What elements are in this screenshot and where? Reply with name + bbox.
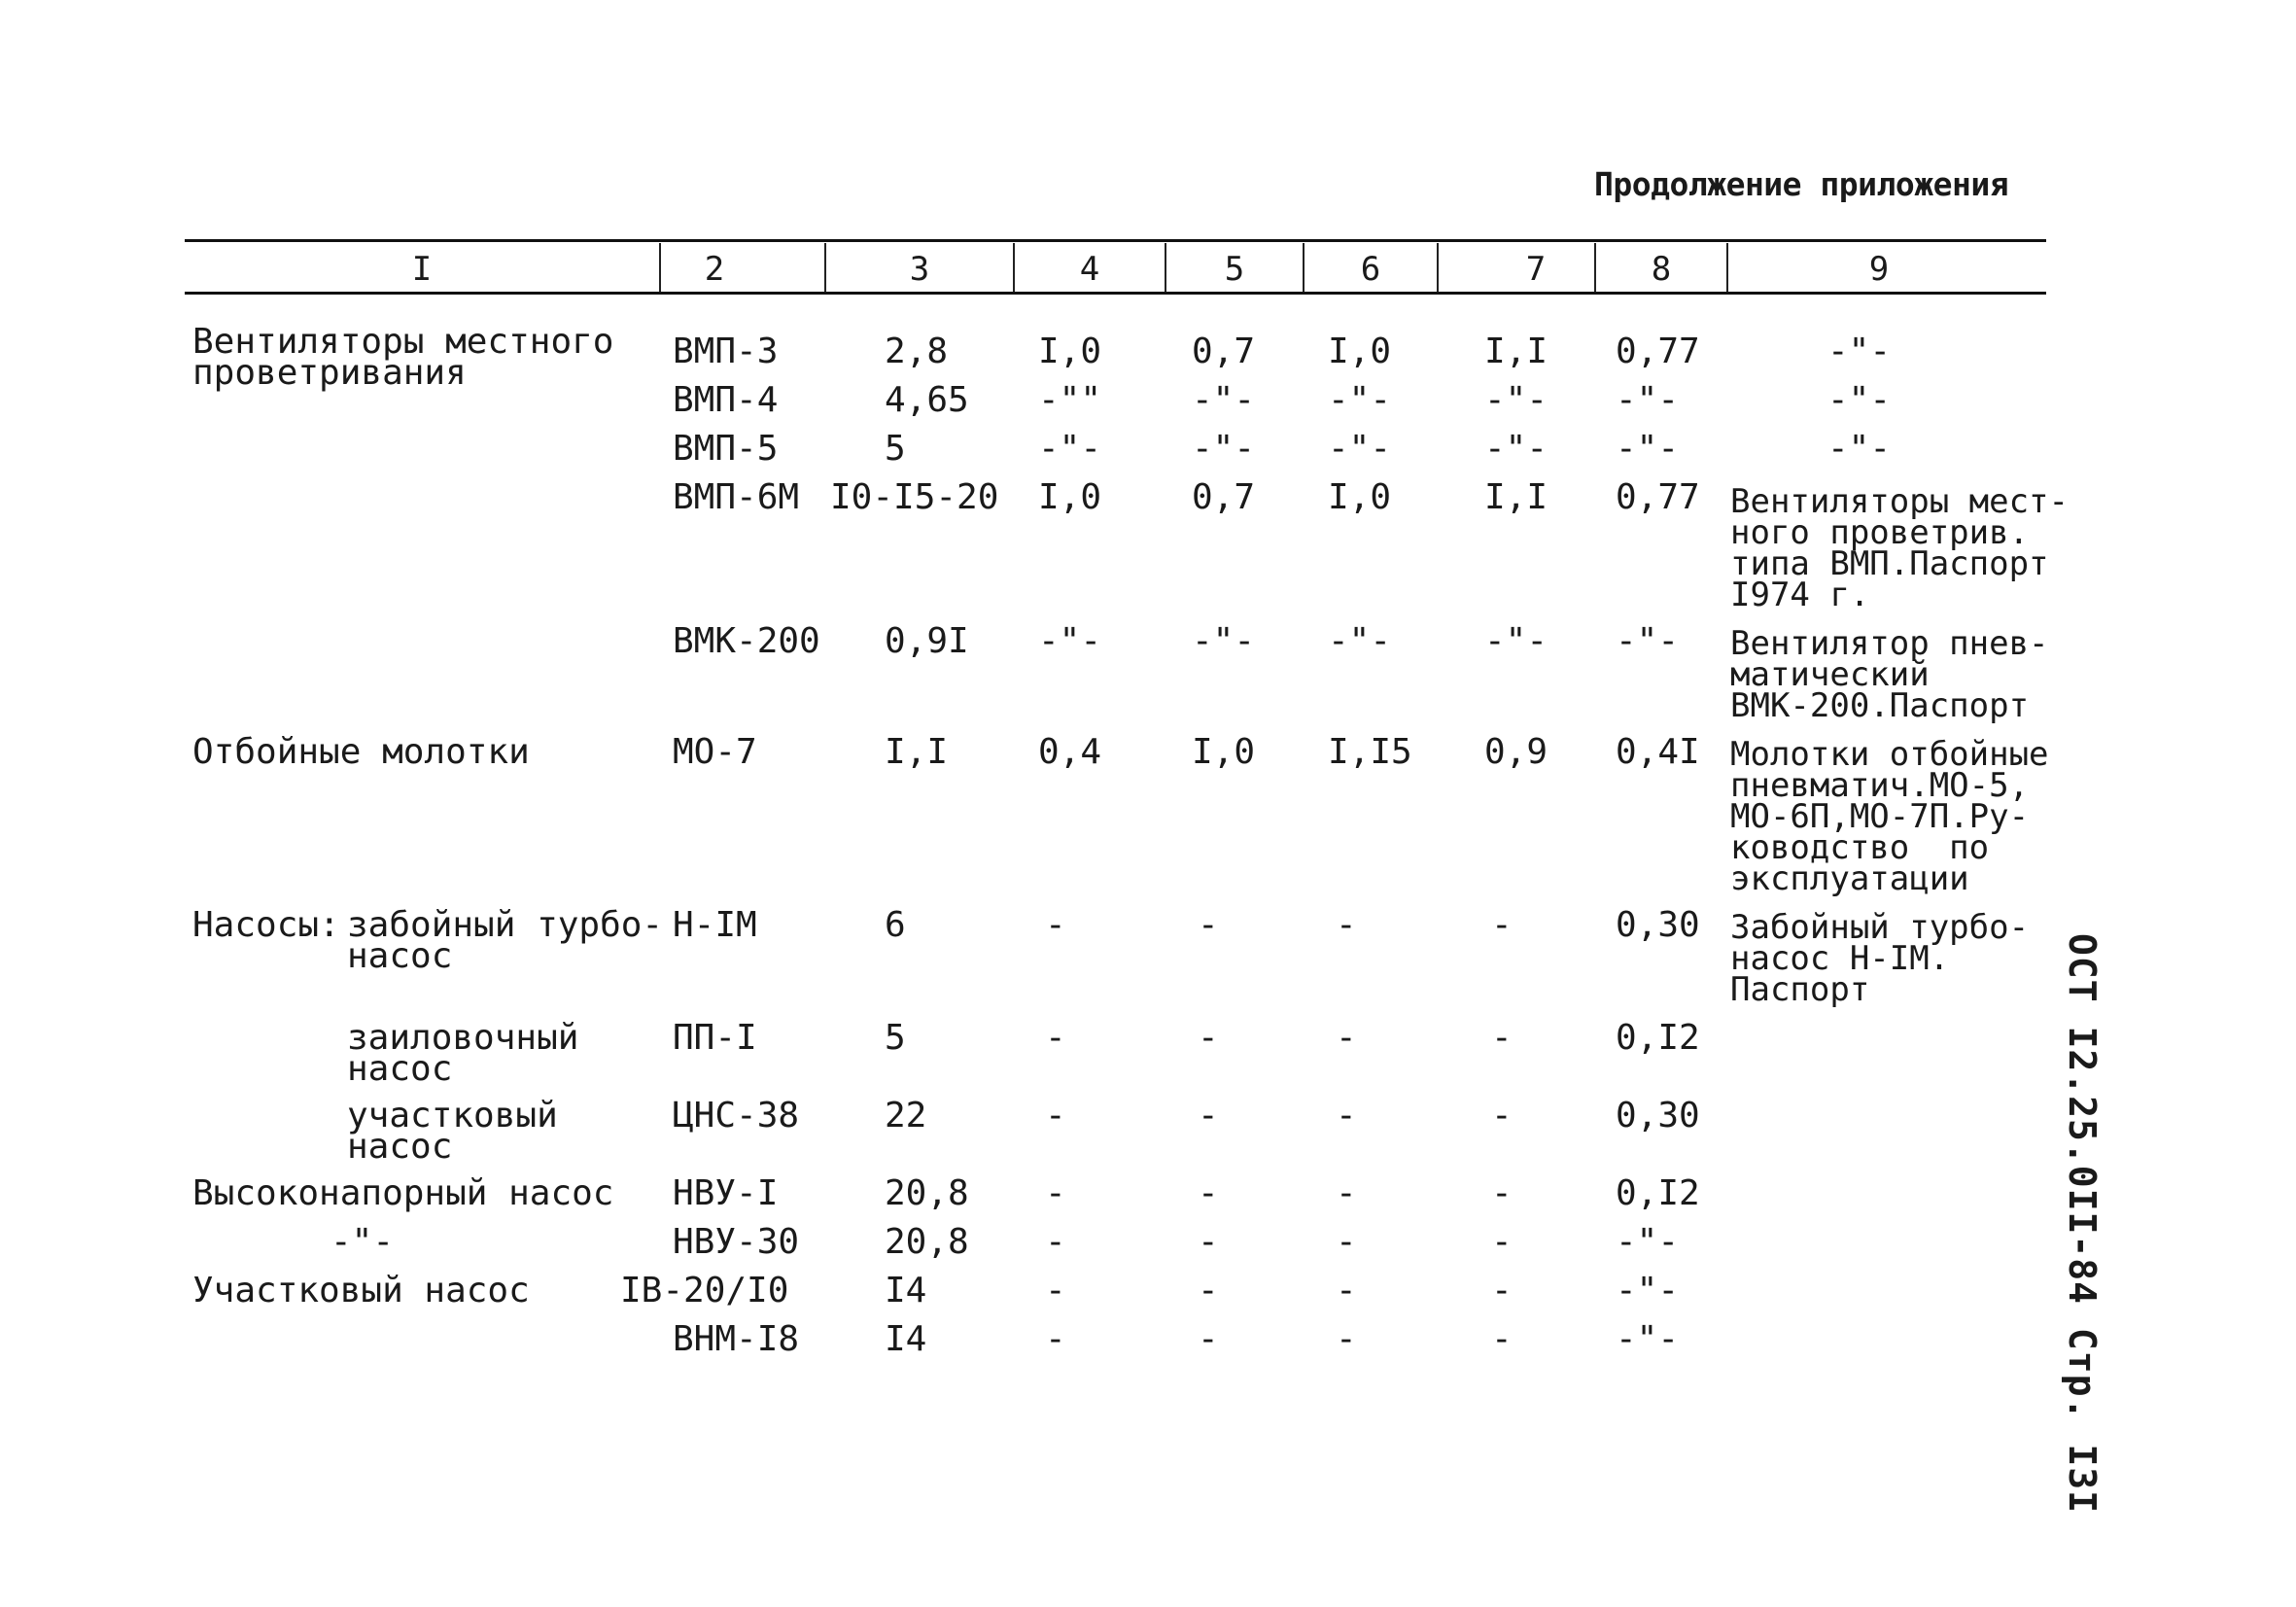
row-0-col8: 0,77: [1616, 332, 1700, 371]
row-10-col7: -: [1491, 1222, 1513, 1262]
row-5-model: МО-7: [673, 732, 757, 772]
row-9-col5: -: [1198, 1173, 1219, 1213]
row-12-model: ВНМ-I8: [673, 1319, 800, 1359]
row-11-col8: -"-: [1616, 1271, 1680, 1310]
row-9-col7: -: [1491, 1173, 1513, 1213]
row-3-col8: 0,77: [1616, 477, 1700, 517]
row-9-col8: 0,I2: [1616, 1173, 1700, 1213]
row-9-col3: 20,8: [885, 1173, 969, 1213]
row-7-col7: -: [1491, 1018, 1513, 1058]
row-4-col8: -"-: [1616, 621, 1680, 661]
row-11-col4: -: [1045, 1271, 1066, 1310]
column-header-8: 8: [1651, 250, 1672, 289]
row-6-note: Забойный турбо- насос Н-IМ. Паспорт: [1730, 908, 2030, 1009]
row-11-col5: -: [1198, 1271, 1219, 1310]
row-3-col6: I,0: [1328, 477, 1392, 517]
row-9-name: Высоконапорный насос: [192, 1173, 614, 1213]
row-11-col6: -: [1336, 1271, 1357, 1310]
row-10-name: -"-: [330, 1222, 395, 1262]
row-5-note: Молотки отбойные пневматич.МО-5, МО-6П,МО-7П.Ру- ководство по эксплуатации: [1730, 735, 2049, 898]
row-11-col3: I4: [885, 1271, 927, 1310]
row-0-col4: I,0: [1038, 332, 1102, 371]
row-3-col7: I,I: [1484, 477, 1548, 517]
row-10-col6: -: [1336, 1222, 1357, 1262]
row-7-col4: -: [1045, 1018, 1066, 1058]
row-5-name: Отбойные молотки: [192, 732, 530, 772]
row-5-col5: I,0: [1192, 732, 1256, 772]
row-1-col5: -"-: [1192, 380, 1256, 420]
row-4-model: ВМК-200: [673, 621, 820, 661]
row-7-col6: -: [1336, 1018, 1357, 1058]
row-4-note: Вентилятор пнев- матический ВМК-200.Паспорт: [1730, 624, 2049, 725]
column-header-5: 5: [1224, 250, 1245, 289]
row-6-col4: -: [1045, 905, 1066, 945]
row-2-col5: -"-: [1192, 429, 1256, 469]
row-4-col5: -"-: [1192, 621, 1256, 661]
row-6-col5: -: [1198, 905, 1219, 945]
row-6-prefix: Насосы:: [192, 905, 340, 945]
row-7-name: заиловочный насос: [347, 1018, 579, 1089]
row-12-col5: -: [1198, 1319, 1219, 1359]
row-3-col3: I0-I5-20: [830, 477, 999, 517]
row-6-col3: 6: [885, 905, 906, 945]
row-1-col9: -"-: [1827, 380, 1892, 420]
row-2-col7: -"-: [1484, 429, 1548, 469]
row-0-name: Вентиляторы местного проветривания: [192, 322, 614, 393]
row-10-col3: 20,8: [885, 1222, 969, 1262]
row-12-col8: -"-: [1616, 1319, 1680, 1359]
row-2-col8: -"-: [1616, 429, 1680, 469]
row-6-model: Н-IМ: [673, 905, 757, 945]
row-8-model: ЦНС-38: [673, 1096, 800, 1135]
row-2-model: ВМП-5: [673, 429, 779, 469]
row-9-col4: -: [1045, 1173, 1066, 1213]
row-6-col7: -: [1491, 905, 1513, 945]
column-header-7: 7: [1525, 250, 1547, 289]
row-8-col3: 22: [885, 1096, 927, 1135]
row-5-col4: 0,4: [1038, 732, 1102, 772]
row-2-col4: -"-: [1038, 429, 1102, 469]
row-7-col3: 5: [885, 1018, 906, 1058]
row-1-col8: -"-: [1616, 380, 1680, 420]
row-4-col4: -"-: [1038, 621, 1102, 661]
column-header-1: I: [411, 250, 433, 289]
row-7-col5: -: [1198, 1018, 1219, 1058]
row-10-col5: -: [1198, 1222, 1219, 1262]
column-header-3: 3: [909, 250, 930, 289]
row-2-col6: -"-: [1328, 429, 1392, 469]
column-header-2: 2: [704, 250, 725, 289]
row-8-name: участковый насос: [347, 1096, 558, 1167]
row-11-model: IВ-20/I0: [620, 1271, 789, 1310]
row-1-col7: -"-: [1484, 380, 1548, 420]
row-2-col3: 5: [885, 429, 906, 469]
row-7-col8: 0,I2: [1616, 1018, 1700, 1058]
row-0-col9: -"-: [1827, 332, 1892, 371]
row-1-model: ВМП-4: [673, 380, 779, 420]
column-header-4: 4: [1079, 250, 1100, 289]
row-3-col4: I,0: [1038, 477, 1102, 517]
row-3-model: ВМП-6М: [673, 477, 800, 517]
document-code: ОСТ I2.25.0II-84 Стр. I3I: [2061, 933, 2104, 1514]
row-0-col3: 2,8: [885, 332, 949, 371]
row-3-col5: 0,7: [1192, 477, 1256, 517]
row-7-model: ПП-I: [673, 1018, 757, 1058]
table-top-rule: [185, 239, 2046, 242]
row-12-col4: -: [1045, 1319, 1066, 1359]
row-5-col6: I,I5: [1328, 732, 1412, 772]
row-10-col8: -"-: [1616, 1222, 1680, 1262]
row-4-col3: 0,9I: [885, 621, 969, 661]
page-header: Продолжение приложения: [1594, 165, 2009, 203]
row-9-model: НВУ-I: [673, 1173, 779, 1213]
row-8-col8: 0,30: [1616, 1096, 1700, 1135]
row-9-col6: -: [1336, 1173, 1357, 1213]
row-8-col5: -: [1198, 1096, 1219, 1135]
row-6-col8: 0,30: [1616, 905, 1700, 945]
row-8-col6: -: [1336, 1096, 1357, 1135]
row-5-col3: I,I: [885, 732, 949, 772]
row-1-col3: 4,65: [885, 380, 969, 420]
table-header-rule: [185, 292, 2046, 295]
row-10-col4: -: [1045, 1222, 1066, 1262]
row-11-name: Участковый насос: [192, 1271, 530, 1310]
row-0-model: ВМП-3: [673, 332, 779, 371]
row-0-col5: 0,7: [1192, 332, 1256, 371]
row-5-col7: 0,9: [1484, 732, 1548, 772]
column-header-6: 6: [1360, 250, 1381, 289]
row-3-note: Вентиляторы мест- ного проветрив. типа ВМП.Паспорт I974 г.: [1730, 482, 2069, 614]
row-12-col3: I4: [885, 1319, 927, 1359]
row-8-col4: -: [1045, 1096, 1066, 1135]
row-6-name: забойный турбо- насос: [347, 905, 664, 976]
row-1-col4: -"": [1038, 380, 1102, 420]
row-8-col7: -: [1491, 1096, 1513, 1135]
row-12-col6: -: [1336, 1319, 1357, 1359]
column-header-9: 9: [1868, 250, 1890, 289]
row-4-col6: -"-: [1328, 621, 1392, 661]
row-0-col7: I,I: [1484, 332, 1548, 371]
row-10-model: НВУ-30: [673, 1222, 800, 1262]
row-1-col6: -"-: [1328, 380, 1392, 420]
row-11-col7: -: [1491, 1271, 1513, 1310]
row-5-col8: 0,4I: [1616, 732, 1700, 772]
row-4-col7: -"-: [1484, 621, 1548, 661]
row-6-col6: -: [1336, 905, 1357, 945]
row-2-col9: -"-: [1827, 429, 1892, 469]
row-12-col7: -: [1491, 1319, 1513, 1359]
row-0-col6: I,0: [1328, 332, 1392, 371]
